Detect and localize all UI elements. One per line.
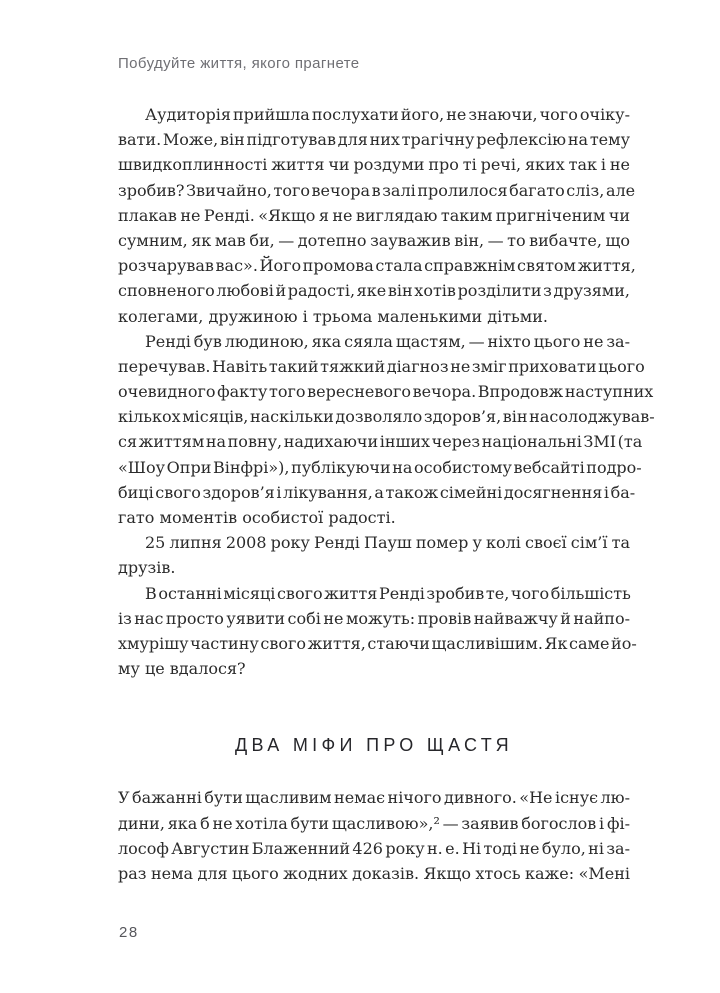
page-number: 28	[119, 924, 139, 941]
text-line: плакав не Ренді. «Якщо я не виглядаю таким пригніченим чи	[118, 205, 630, 225]
text-line: У бажанні бути щасливим немає нічого дивного. «Не існує лю-	[118, 788, 630, 808]
text-line: сумним, як мав би, — дотепно зауважив він, — то вибачте, що	[118, 230, 631, 250]
text-line: хмурішу частину свого життя, стаючи щасливішим. Як саме йо-	[118, 633, 637, 653]
text-line: швидкоплинності життя чи роздуми про ті речі, яких так і не	[118, 155, 631, 175]
text-line: очевидного факту того вересневого вечора. Впродовж наступних	[118, 382, 654, 402]
body-paragraphs-after-heading	[118, 785, 630, 886]
text-line: му це вдалося?	[118, 659, 246, 679]
text-line: зробив? Звичайно, того вечора в залі пролилося багато сліз, але	[118, 180, 636, 200]
text-line: друзів.	[118, 558, 176, 578]
text-line: розчарував вас». Його промова стала справжнім святом життя,	[118, 256, 636, 276]
body-paragraphs	[118, 102, 655, 681]
paragraph	[118, 581, 637, 682]
text-line: перечував. Навіть такий тяжкий діагноз не зміг приховати цього	[118, 356, 645, 376]
paragraph	[118, 530, 630, 580]
paragraph	[118, 329, 655, 531]
paragraph	[118, 102, 636, 329]
text-line: В останні місяці свого життя Ренді зробив те, чого більшість	[145, 583, 631, 603]
text-line: колегами, дружиною і трьома маленькими дітьми.	[118, 306, 548, 326]
text-line: із нас просто уявити собі не можуть: провів найважчу й найпо-	[118, 608, 630, 628]
text-column	[118, 102, 655, 886]
text-line: «Шоу Опри Вінфрі»), публікуючи на особистому вебсайті подро-	[118, 457, 642, 477]
text-line: лософ Августин Блаженний 426 року н. е. Ні тоді не було, ні за-	[118, 838, 630, 858]
text-line: ся життям на повну, надихаючи інших через національні ЗМІ (та	[118, 432, 643, 452]
text-line: сповненого любові й радості, яке він хотів розділити з друзями,	[118, 281, 630, 301]
text-line: вати. Може, він підготував для них трагічну рефлексію на тему	[118, 130, 630, 150]
text-line: Ренді був людиною, яка сяяла щастям, — ніхто цього не за-	[145, 331, 631, 351]
text-line: дини, яка б не хотіла бути щасливою»,² — заявив богослов і фі-	[118, 813, 630, 833]
text-line: биці свого здоров’я і лікування, а також сімейні досягнення і ба-	[118, 482, 636, 502]
running-head: Побудуйте життя, якого прагнете	[118, 55, 360, 72]
text-line: Аудиторія прийшла послухати його, не знаючи, чого очіку-	[145, 105, 631, 124]
text-line: кількох місяців, наскільки дозволяло здоров’я, він насолоджував-	[118, 407, 655, 427]
text-line: 25 липня 2008 року Ренді Пауш помер у колі своєї сім’ї та	[145, 533, 630, 553]
text-line: раз нема для цього жодних доказів. Якщо хтось каже: «Мені	[118, 863, 630, 883]
text-line: гато моментів особистої радості.	[118, 508, 396, 527]
section-heading: ДВА МІФИ ПРО ЩАСТЯ	[234, 735, 514, 756]
paragraph	[118, 785, 630, 886]
